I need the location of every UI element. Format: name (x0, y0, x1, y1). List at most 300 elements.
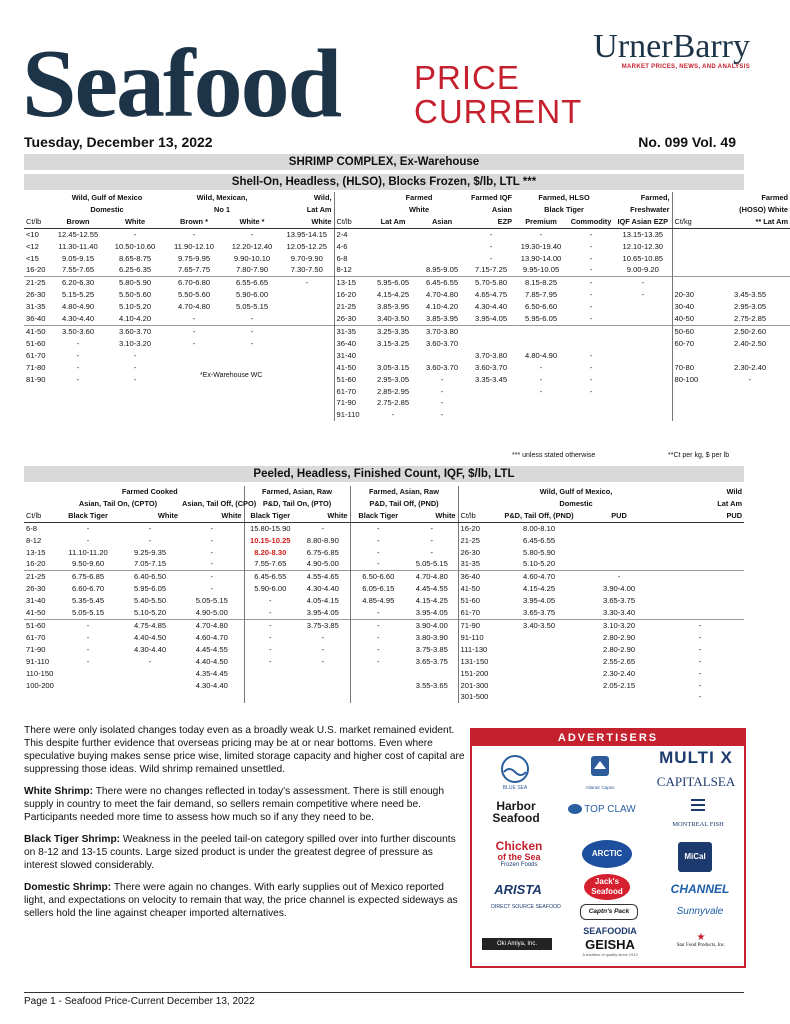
hlso-table-cell (416, 253, 468, 265)
peeled-table-cell: - (210, 559, 214, 569)
peeled-table-row (24, 644, 744, 656)
footer-rule (24, 992, 744, 993)
hlso-group-black-tiger-sub: Black Tiger (544, 204, 584, 214)
peeled-table-cell: 41-50 (26, 608, 46, 618)
hlso-table-row (24, 301, 790, 313)
peeled-table-row (24, 691, 744, 703)
peeled-table-cell: - (350, 535, 406, 547)
multi-x-logo[interactable] (648, 748, 744, 768)
peeled-table-cell: 2.80-2.90 (602, 644, 636, 654)
hlso-group-latam-sub: Lat Am (306, 204, 332, 214)
peeled-table-cell: - (244, 595, 296, 607)
peeled-table-cell: 3.90-4.00 (406, 619, 458, 631)
hlso-table-cell: - (489, 253, 493, 263)
peeled-table-cell: 6.75-6.85 (306, 547, 339, 557)
peeled-table-cell: 8-12 (26, 535, 42, 545)
commentary-black-tiger (24, 833, 468, 872)
hlso-table-cell (614, 338, 672, 350)
hlso-table-cell: 16-20 (334, 289, 370, 301)
peeled-table-row (24, 547, 744, 559)
peeled-table-cell (244, 691, 296, 703)
peeled-col-ctlb-2: Ct/lb (458, 510, 496, 522)
peeled-table-cell: 100-200 (26, 680, 54, 690)
hlso-table-row (24, 362, 790, 374)
hlso-table-cell: - (589, 290, 593, 300)
commentary-domestic-label: Domestic Shrimp: (24, 882, 112, 893)
peeled-table-cell: 6.45-6.55 (522, 535, 556, 545)
peeled-table-cell: 4.40-4.50 (195, 656, 228, 666)
hlso-col-white-mx: White * (224, 216, 280, 228)
hlso-table-cell: 6-8 (334, 253, 370, 265)
hlso-group-iqf-asian-sub: Asian (491, 204, 513, 214)
hlso-group-gulf-sub: Domestic (90, 204, 124, 214)
hlso-table-cell: 4.10-4.20 (425, 302, 459, 312)
peeled-table-cell: 3.30-3.40 (602, 608, 636, 618)
hlso-table-cell: - (440, 410, 444, 420)
hlso-table-cell: 6.45-6.55 (416, 277, 468, 289)
peeled-table-cell: - (350, 522, 406, 534)
peeled-table-cell (180, 691, 244, 703)
hlso-table-cell (614, 325, 672, 337)
hlso-col-iqf-asian-ezp: IQF Asian EZP (614, 216, 672, 228)
oki-amiya-label: Oki Amiya, Inc. (496, 941, 537, 947)
peeled-table-cell: 3.40-3.50 (496, 619, 582, 631)
hlso-table-cell: - (489, 229, 493, 239)
hlso-table-cell: 5.05-5.15 (235, 302, 269, 312)
peeled-table-cell: 71-90 (26, 644, 46, 654)
hlso-table-cell (280, 362, 334, 374)
hlso-table-cell: 3.60-3.70 (106, 325, 164, 337)
hlso-table-cell: <10 (26, 229, 39, 239)
peeled-table-cell: - (350, 607, 406, 619)
peeled-table-cell: - (244, 656, 296, 668)
hlso-table-row (24, 386, 790, 398)
hlso-col-asian: Asian (416, 216, 468, 228)
hlso-table-cell: 16-20 (26, 265, 46, 275)
peeled-table-cell: 6.60-6.70 (71, 584, 105, 594)
commentary-intro: There were only isolated changes today even as a broadly weak U.S. market remained evident. This despite further evidence that overseas pricing may be at or near bottoms. Even where speculative buying makes sense price wise, limited storage capacity and higher cost of capital are suppressing those ideas. Wild shrimp remained unsettled. (24, 725, 465, 775)
hlso-table-cell (224, 409, 280, 421)
peeled-table-cell: 15.80-15.90 (244, 522, 296, 534)
hlso-table-cell: - (539, 374, 543, 384)
hlso-table-cell: 3.60-3.70 (425, 338, 459, 348)
peeled-table-cell (656, 571, 744, 583)
peeled-col-white-cpo: White (180, 510, 244, 522)
hlso-table-cell: 5.15-5.25 (61, 290, 95, 300)
hlso-table-cell (280, 313, 334, 325)
hlso-table-cell (568, 325, 614, 337)
peeled-table-cell: 21-25 (458, 535, 496, 547)
peeled-table-cell: - (86, 535, 90, 545)
hlso-table-cell: <15 (26, 253, 39, 263)
hlso-table-cell: 12.10-12.30 (622, 241, 664, 251)
hlso-table-row (24, 228, 790, 240)
peeled-table-cell: 8.00-8.10 (522, 523, 556, 533)
chicken-label-3: Frozen Foods (500, 862, 538, 868)
hlso-table-cell: - (614, 277, 672, 289)
hlso-table-cell: 3.40-3.50 (376, 314, 410, 324)
peeled-group-pto: Farmed, Asian, Raw (244, 486, 350, 498)
peeled-col-latam-pud: PUD (656, 510, 744, 522)
peeled-table-cell (406, 668, 458, 680)
hlso-group-farmed-white: Farmed (405, 193, 433, 202)
hlso-table-cell: 3.60-3.70 (425, 362, 459, 372)
hlso-table-cell: - (589, 229, 593, 239)
hlso-table-cell: 41-50 (24, 325, 50, 337)
peeled-table-cell: 9.50-9.60 (71, 559, 105, 569)
hlso-table-cell (710, 277, 790, 289)
hlso-table-cell: - (76, 362, 80, 372)
peeled-table-cell: 4.35-4.45 (195, 668, 228, 678)
commentary-white-label: White Shrimp: (24, 786, 94, 797)
hlso-table-row (24, 350, 790, 362)
star-food-logo[interactable] (662, 932, 740, 962)
harbor-seafood-logo[interactable] (478, 800, 554, 834)
hlso-table-cell: - (440, 374, 444, 384)
hlso-table-cell (370, 228, 416, 240)
peeled-table-cell (120, 668, 180, 680)
atlantic-capes-logo[interactable] (560, 754, 640, 790)
hlso-table-cell: 71-80 (26, 362, 46, 372)
hlso-table-cell (370, 264, 416, 276)
hlso-table-cell: 3.15-3.25 (376, 338, 410, 348)
peeled-table-cell: - (86, 644, 90, 654)
hlso-table-cell: 9.70-9.90 (290, 253, 323, 263)
peeled-table-cell: 7.55-7.65 (244, 558, 296, 570)
captns-pack-logo[interactable] (580, 904, 638, 920)
hlso-header-row-2 (24, 204, 790, 216)
hlso-table-cell (672, 277, 710, 289)
hlso-table-cell: - (164, 325, 224, 337)
peeled-table-cell: - (698, 644, 702, 654)
peeled-table-cell: 51-60 (24, 619, 56, 631)
hlso-table-cell: - (589, 241, 593, 251)
sunnyvale-logo[interactable] (662, 906, 738, 922)
peeled-table-cell: 3.10-3.20 (582, 619, 656, 631)
peeled-table-cell: - (698, 692, 702, 702)
hlso-table-cell (710, 264, 790, 276)
hlso-table-cell (370, 241, 416, 253)
hlso-table-cell: 80-100 (672, 374, 710, 386)
peeled-table-row (24, 656, 744, 668)
chicken-of-the-sea-logo[interactable] (478, 840, 560, 880)
hlso-table-cell: 6.50-6.60 (524, 302, 558, 312)
peeled-table-cell: 5.80-5.90 (522, 547, 556, 557)
peeled-col-gulf-pud: PUD (582, 510, 656, 522)
hlso-table-cell (50, 397, 106, 409)
hlso-table-cell: 5.90-6.00 (235, 290, 269, 300)
peeled-table-cell: 4.85-4.95 (350, 595, 406, 607)
hlso-table-cell (672, 397, 710, 409)
geisha-logo[interactable] (572, 938, 648, 964)
montreal-fish-logo[interactable] (656, 796, 740, 830)
hlso-col-commodity: Commodity (568, 216, 614, 228)
hlso-table-cell: 8-12 (334, 264, 370, 276)
peeled-table-cell: 3.65-3.75 (522, 608, 556, 618)
star-food-label: Star Food Products, Inc. (676, 943, 726, 948)
peeled-table-cell (582, 547, 656, 559)
hlso-table-cell: 10.65-10.85 (622, 253, 664, 263)
hlso-table-cell: 26-30 (26, 290, 46, 300)
hlso-table-cell: 3.45-3.55 (733, 290, 767, 300)
hlso-table-cell: 3.25-3.35 (370, 325, 416, 337)
chicken-label-1: Chicken (495, 839, 543, 853)
hlso-table-cell (164, 386, 224, 398)
hlso-table-cell: 7.30-7.50 (290, 265, 323, 275)
peeled-table-cell: 151-200 (458, 668, 496, 680)
hlso-table-cell (164, 350, 224, 362)
chicken-label-2: of the Sea (497, 852, 541, 862)
peeled-table-cell: - (210, 547, 214, 557)
hlso-header-row-1 (24, 192, 790, 204)
peeled-table-cell: 4.70-4.80 (406, 571, 458, 583)
hlso-col-ctlb: Ct/lb (24, 216, 50, 228)
hlso-table-cell: - (250, 314, 254, 324)
hlso-table-cell: - (489, 241, 493, 251)
hlso-table-cell: 4.70-4.80 (177, 302, 211, 312)
hlso-table-cell (614, 386, 672, 398)
peeled-table-cell: 4.60-4.70 (496, 571, 582, 583)
peeled-table-cell: - (244, 632, 296, 644)
channel-logo[interactable] (660, 882, 740, 900)
peeled-table-cell: - (582, 571, 656, 583)
hlso-table-cell: 2.95-3.05 (376, 374, 410, 384)
arista-logo[interactable] (480, 882, 556, 900)
hlso-table-cell: - (589, 253, 593, 263)
peeled-table-cell: - (350, 644, 406, 656)
peeled-table-cell (296, 680, 350, 692)
peeled-table-cell: - (148, 656, 152, 666)
peeled-table-cell: - (698, 656, 702, 666)
hlso-table-cell (514, 338, 568, 350)
peeled-table-cell (496, 644, 582, 656)
hlso-table-cell: 60-70 (672, 338, 710, 350)
arctic-logo[interactable] (582, 840, 632, 868)
hlso-table-cell: - (133, 362, 137, 372)
peeled-table-cell: 4.55-4.65 (296, 571, 350, 583)
hlso-table-row (24, 241, 790, 253)
hlso-table-cell: 7.55-7.65 (61, 265, 95, 275)
hlso-table-cell: 31-35 (334, 325, 370, 337)
blueseas-mark-icon (497, 754, 533, 784)
hlso-table-cell: 6.55-6.65 (224, 277, 280, 289)
peeled-table-cell: - (244, 644, 296, 656)
hlso-table-cell (710, 386, 790, 398)
peeled-table-cell (496, 656, 582, 668)
peeled-table-cell: 5.05-5.15 (415, 559, 448, 569)
hlso-table-cell: 2.95-3.05 (733, 302, 767, 312)
hlso-table-cell: 3.95-4.05 (474, 314, 508, 324)
peeled-table-cell: - (350, 619, 406, 631)
peeled-table-cell: 2.30-2.40 (602, 668, 636, 678)
peeled-group-pnd-sub: P&D, Tail Off, (PND) (350, 498, 458, 510)
hlso-table-cell: 3.85-3.95 (425, 314, 459, 324)
hlso-group-iqf-asian: Farmed IQF (470, 193, 513, 202)
hlso-table-cell: 5.70-5.80 (468, 277, 514, 289)
peeled-table-cell: 5.40-5.50 (133, 596, 167, 606)
peeled-table-cell: 4.90-5.00 (195, 608, 228, 618)
hlso-table-cell: 3.50-3.60 (50, 325, 106, 337)
peeled-col-ctlb: Ct/lb (24, 510, 56, 522)
hlso-table-cell (280, 350, 334, 362)
peeled-table-cell (350, 668, 406, 680)
hlso-table-cell: 3.60-3.70 (474, 362, 508, 372)
peeled-table-cell: 26-30 (26, 584, 46, 594)
peeled-column-header-row (24, 510, 744, 522)
peeled-table-cell (656, 607, 744, 619)
hlso-table-cell (280, 325, 334, 337)
hlso-table-cell: 8.95-9.05 (425, 265, 459, 275)
hlso-table-cell: 7.80-7.90 (235, 265, 269, 275)
hlso-table-cell: - (589, 386, 593, 396)
hlso-table-cell (370, 253, 416, 265)
peeled-table-cell (120, 691, 180, 703)
peeled-table-cell: - (210, 523, 214, 533)
hlso-table-cell (614, 374, 672, 386)
hlso-table-cell: 3.35-3.45 (474, 374, 508, 384)
hlso-table-cell (672, 350, 710, 362)
peeled-group-gulf: Wild, Gulf of Mexico, (539, 487, 613, 496)
hlso-table-cell: 5.80-5.90 (106, 277, 164, 289)
brand-name: UrnerBarry (593, 28, 750, 65)
peeled-table-cell: 4.30-4.40 (306, 584, 339, 594)
hlso-table-cell: 12.20-12.40 (231, 241, 273, 251)
capitalsea-logo[interactable] (648, 774, 744, 792)
masthead-title-price: PRICE (414, 59, 520, 96)
hlso-table-cell: 26-30 (334, 313, 370, 325)
hlso-table-cell: 2.75-2.85 (376, 398, 410, 408)
peeled-table-cell: - (148, 523, 152, 533)
peeled-table-cell: - (210, 584, 214, 594)
peeled-table-cell: 31-35 (458, 558, 496, 570)
peeled-table-cell (656, 547, 744, 559)
peeled-table-cell (56, 668, 120, 680)
peeled-table-cell: - (180, 571, 244, 583)
section-banner-shell-on: Shell-On, Headless, (HLSO), Blocks Frozen, $/lb, LTL *** (24, 174, 744, 190)
peeled-table-cell: - (321, 656, 325, 666)
peeled-table-cell: 5.95-6.05 (133, 584, 167, 594)
direct-source-logo[interactable] (476, 904, 576, 914)
hlso-table-cell (106, 386, 164, 398)
peeled-table-cell: 4.75-4.85 (120, 619, 180, 631)
hlso-table-cell (614, 350, 672, 362)
hlso-table-cell: 6.70-6.80 (164, 277, 224, 289)
hlso-table-cell (416, 228, 468, 240)
multi-x-label: MULTI X (659, 748, 733, 767)
peeled-group-wild: Wild (726, 487, 743, 496)
hlso-table-cell: 30-40 (672, 301, 710, 313)
peeled-table-cell: - (698, 632, 702, 642)
peeled-group-gulf-sub: Domestic (559, 498, 593, 508)
hlso-group-black-tiger: Farmed, HLSO (538, 193, 590, 202)
section-banner-shrimp-complex: SHRIMP COMPLEX, Ex-Warehouse (24, 154, 744, 170)
peeled-table-cell: - (430, 523, 434, 533)
peeled-table-cell: 4.45-4.55 (195, 644, 228, 654)
peeled-table-cell (350, 691, 406, 703)
hlso-table-cell (568, 338, 614, 350)
hlso-table-row (24, 264, 790, 276)
peeled-table-cell: 61-70 (458, 607, 496, 619)
sunnyvale-label: Sunnyvale (676, 906, 724, 917)
hlso-table-cell: 61-70 (26, 350, 46, 360)
hlso-table-cell (416, 241, 468, 253)
peeled-table-cell: 4.05-4.15 (306, 596, 339, 606)
top-claw-logo[interactable] (562, 804, 642, 824)
atlantic-capes-label: Atlantic Capes (585, 785, 615, 790)
peeled-table-cell (496, 668, 582, 680)
peeled-table-row (24, 607, 744, 619)
hlso-table-cell: 4-6 (334, 241, 370, 253)
hlso-table-cell: 31-35 (26, 302, 46, 312)
hlso-table-cell: 12.05-12.25 (286, 241, 328, 251)
peeled-table-cell: - (656, 619, 744, 631)
hlso-table-row (24, 338, 790, 350)
hlso-table-cell: 4.30-4.40 (61, 314, 95, 324)
peeled-table-cell: 5.10-5.20 (522, 559, 556, 569)
peeled-table-cell: - (210, 535, 214, 545)
peeled-table-cell: 16-20 (26, 559, 46, 569)
hlso-table-cell (24, 397, 50, 409)
commentary-white-shrimp (24, 785, 468, 824)
peeled-table-cell: - (350, 547, 406, 559)
peeled-table-row (24, 680, 744, 692)
mical-logo[interactable] (678, 842, 712, 872)
hlso-table-cell: - (224, 325, 280, 337)
hlso-table-cell: - (133, 229, 137, 239)
hlso-table-cell: 91-110 (334, 409, 370, 421)
hlso-group-farmed-white-sub: White (408, 204, 430, 214)
hlso-table-cell: 2.75-2.85 (733, 314, 767, 324)
peeled-table-cell: 111-130 (458, 644, 496, 656)
peeled-table-cell: - (350, 656, 406, 668)
hlso-table-cell: - (589, 362, 593, 372)
peeled-col-white: White (120, 510, 180, 522)
hlso-table-cell (468, 325, 514, 337)
hlso-table-cell (280, 397, 334, 409)
hlso-table-cell (24, 409, 50, 421)
peeled-table-cell: 51-60 (458, 595, 496, 607)
peeled-table-cell: 10.15-10.25 (244, 535, 296, 547)
peeled-table-cell: 301-500 (458, 691, 496, 703)
hlso-table-cell: - (133, 350, 137, 360)
peeled-price-table (24, 486, 744, 703)
peeled-table-cell: - (321, 632, 325, 642)
atlantic-capes-mark-icon (585, 754, 615, 780)
peeled-group-cpo: Asian, Tail Off, (CPO) (182, 498, 257, 508)
oki-amiya-logo[interactable] (482, 938, 552, 950)
peeled-header-row-2 (24, 498, 744, 510)
hlso-table-cell (280, 338, 334, 350)
hlso-table-cell: - (76, 350, 80, 360)
peeled-table-cell: - (698, 680, 702, 690)
peeled-table-cell: 4.15-4.25 (522, 584, 556, 594)
peeled-table-cell: 5.05-5.15 (71, 608, 105, 618)
hlso-table-cell: 31-40 (334, 350, 370, 362)
peeled-table-cell: 36-40 (458, 571, 496, 583)
hlso-table-cell (514, 409, 568, 421)
peeled-table-cell (244, 668, 296, 680)
hlso-table-cell (468, 397, 514, 409)
hlso-table-cell (672, 409, 710, 421)
hlso-table-cell (614, 397, 672, 409)
jacks-seafood-logo[interactable] (584, 874, 630, 900)
blueseas-logo[interactable] (478, 754, 552, 790)
hlso-group-mexican-sub: No 1 (214, 204, 231, 214)
hlso-table-cell (24, 386, 50, 398)
hlso-col-ctkg: Ct/kg (672, 216, 710, 228)
peeled-table-row (24, 522, 744, 534)
hlso-table-row (24, 325, 790, 337)
